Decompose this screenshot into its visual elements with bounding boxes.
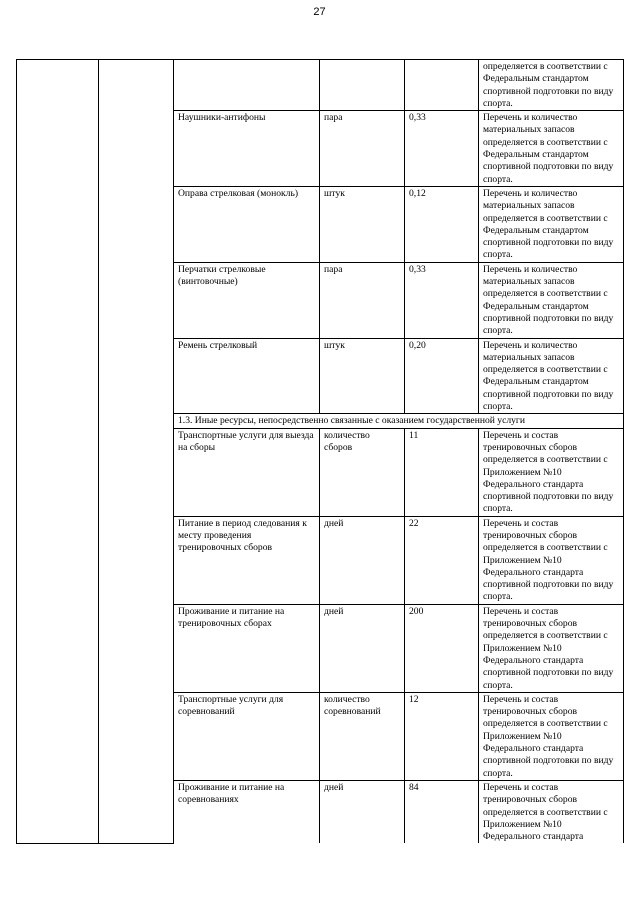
value-cell: 0,12 (405, 186, 479, 262)
empty-value-cell (405, 60, 479, 111)
resource-table (16, 59, 624, 844)
unit-cell: количество соревнований (320, 692, 405, 780)
note-cell: Перечень и количество материальных запасов определяется в соответствии с Федеральным стандартом спортивной подготовки по виду спорта. (479, 111, 624, 187)
resource-name-cell: Наушники-антифоны (174, 111, 320, 187)
value-cell: 22 (405, 516, 479, 604)
note-cell: Перечень и состав тренировочных сборов определяется в соответствии с Приложением №10 Федерального стандарта спортивной подготовки по виду спорта. (479, 428, 624, 516)
note-cell: Перечень и количество материальных запасов определяется в соответствии с Федеральным стандартом спортивной подготовки по виду спорта. (479, 338, 624, 414)
resource-name-cell: Ремень стрелковый (174, 338, 320, 414)
unit-cell: пара (320, 262, 405, 338)
blank-cell-left (17, 60, 99, 844)
table-row (17, 60, 624, 111)
blank-cell-second (99, 60, 174, 844)
value-cell: 11 (405, 428, 479, 516)
unit-cell: штук (320, 186, 405, 262)
section-heading: 1.3. Иные ресурсы, непосредственно связанные с оказанием государственной услуги (174, 414, 624, 428)
note-cell: Перечень и состав тренировочных сборов определяется в соответствии с Приложением №10 Федерального стандарта спортивной подготовки по виду спорта. (479, 516, 624, 604)
resource-name-cell: Транспортные услуги для соревнований (174, 692, 320, 780)
page-number: 27 (313, 6, 326, 18)
value-cell: 0,33 (405, 111, 479, 187)
resource-name-cell: Транспортные услуги для выезда на сборы (174, 428, 320, 516)
resource-name-cell: Проживание и питание на тренировочных сборах (174, 604, 320, 692)
value-cell: 12 (405, 692, 479, 780)
unit-cell: штук (320, 338, 405, 414)
resource-name-cell: Перчатки стрелковые (винтовочные) (174, 262, 320, 338)
note-cell: Перечень и количество материальных запасов определяется в соответствии с Федеральным стандартом спортивной подготовки по виду спорта. (479, 186, 624, 262)
value-cell: 84 (405, 780, 479, 843)
note-cell: Перечень и состав тренировочных сборов определяется в соответствии с Приложением №10 Федерального стандарта (479, 780, 624, 843)
unit-cell: дней (320, 604, 405, 692)
unit-cell: дней (320, 780, 405, 843)
note-cell: Перечень и количество материальных запасов определяется в соответствии с Федеральным стандартом спортивной подготовки по виду спорта. (479, 262, 624, 338)
empty-unit-cell (320, 60, 405, 111)
note-cell: Перечень и состав тренировочных сборов определяется в соответствии с Приложением №10 Федерального стандарта спортивной подготовки по виду спорта. (479, 692, 624, 780)
unit-cell: пара (320, 111, 405, 187)
continued-note-cell: определяется в соответствии с Федеральным стандартом спортивной подготовки по виду спорта. (479, 60, 624, 111)
value-cell: 0,20 (405, 338, 479, 414)
resource-name-cell: Проживание и питание на соревнованиях (174, 780, 320, 843)
resource-name-cell: Оправа стрелковая (монокль) (174, 186, 320, 262)
resource-name-cell: Питание в период следования к месту проведения тренировочных сборов (174, 516, 320, 604)
unit-cell: количество сборов (320, 428, 405, 516)
empty-name-cell (174, 60, 320, 111)
value-cell: 200 (405, 604, 479, 692)
note-cell: Перечень и состав тренировочных сборов определяется в соответствии с Приложением №10 Федерального стандарта спортивной подготовки по виду спорта. (479, 604, 624, 692)
value-cell: 0,33 (405, 262, 479, 338)
unit-cell: дней (320, 516, 405, 604)
